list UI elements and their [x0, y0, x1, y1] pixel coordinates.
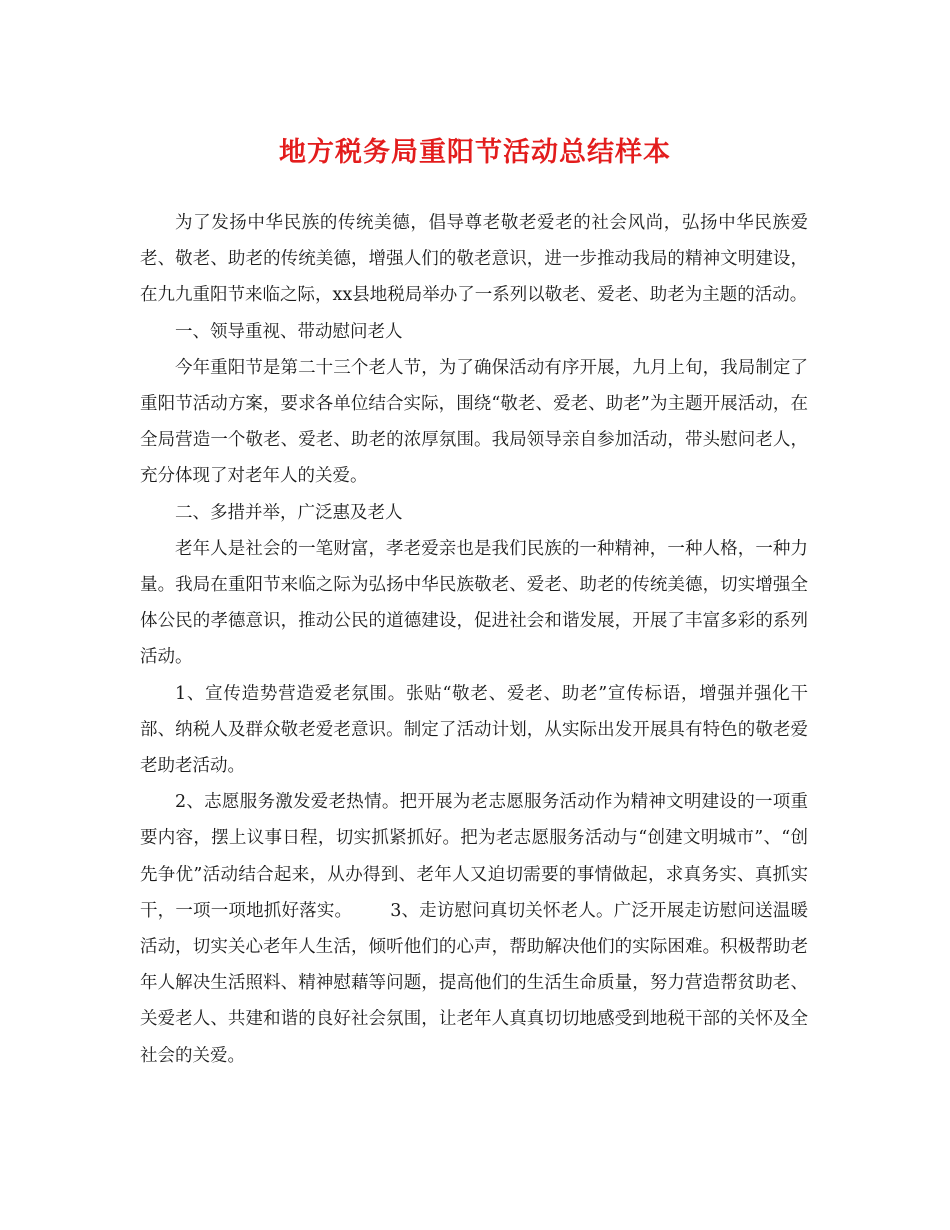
item-2-text: 2、志愿服务激发爱老热情。把开展为老志愿服务活动作为精神文明建设的一项重要内容，摆上议事日程，切实抓紧抓好。把为老志愿服务活动与“创建文明城市”、“创先争优”活动结合起来，从办得到、老年人又迫切需要的事情做起，求真务实、真抓实干，一项一项地抓好落实。 [140, 792, 808, 921]
item-3-text: 3、走访慰问真切关怀老人。广泛开展走访慰问送温暖活动，切实关心老年人生活，倾听他们的心声，帮助解决他们的实际困难。积极帮助老年人解决生活照料、精神慰藉等问题，提高他们的生活生命质量，努力营造帮贫助老、关爱老人、共建和谐的良好社会氛围，让老年人真真切切地感受到地税干部的关怀及全社会的关爱。 [140, 900, 808, 1066]
document-title: 地方税务局重阳节活动总结样本 [279, 137, 671, 168]
section-1-paragraph: 今年重阳节是第二十三个老人节，为了确保活动有序开展，九月上旬，我局制定了重阳节活动方案，要求各单位结合实际，围绕“敬老、爱老、助老”为主题开展活动，在全局营造一个敬老、爱老、助老的浓厚氛围。我局领导亲自参加活动，带头慰问老人，充分体现了对老年人的关爱。 [140, 357, 808, 487]
document-body [140, 205, 808, 1074]
section-heading-1: 一、领导重视、带动慰问老人 [175, 321, 403, 342]
section-heading-2: 二、多措并举，广泛惠及老人 [175, 502, 403, 523]
section-2-paragraph: 老年人是社会的一笔财富，孝老爱亲也是我们民族的一种精神，一种人格，一种力量。我局在重阳节来临之际为弘扬中华民族敬老、爱老、助老的传统美德，切实增强全体公民的孝德意识，推动公民的道德建设，促进社会和谐发展，开展了丰富多彩的系列活动。 [140, 538, 808, 668]
intro-paragraph: 为了发扬中华民族的传统美德，倡导尊老敬老爱老的社会风尚，弘扬中华民族爱老、敬老、助老的传统美德，增强人们的敬老意识，进一步推动我局的精神文明建设，在九九重阳节来临之际，xx县地税局举办了一系列以敬老、爱老、助老为主题的活动。 [140, 213, 808, 306]
item-2-3-paragraph [140, 784, 808, 1074]
item-1-paragraph: 1、宣传造势营造爱老氛围。张贴“敬老、爱老、助老”宣传标语，增强并强化干部、纳税人及群众敬老爱老意识。制定了活动计划，从实际出发开展具有特色的敬老爱老助老活动。 [140, 683, 808, 777]
